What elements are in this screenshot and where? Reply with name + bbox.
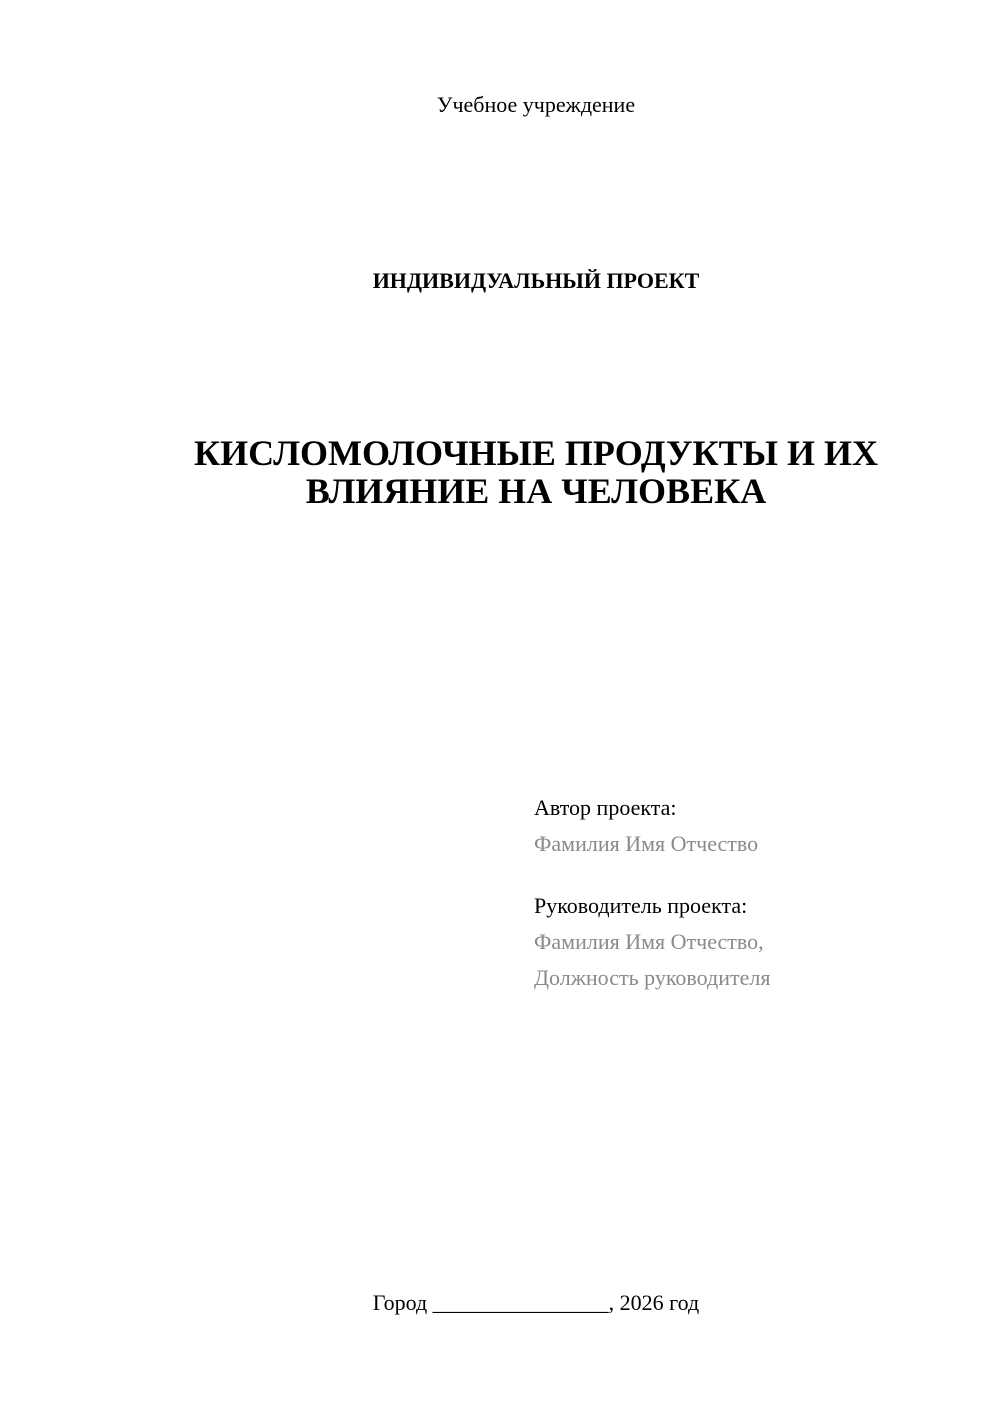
spacer (534, 862, 770, 888)
supervisor-label: Руководитель проекта: (534, 893, 748, 918)
document-type: ИНДИВИДУАЛЬНЫЙ ПРОЕКТ (372, 268, 700, 293)
supervisor-name: Фамилия Имя Отчество, (534, 929, 764, 954)
project-info-block (534, 790, 770, 996)
supervisor-position: Должность руководителя (534, 965, 771, 990)
author-label: Автор проекта: (534, 795, 677, 820)
institution-name: Учебное учреждение (436, 92, 636, 117)
author-name: Фамилия Имя Отчество (534, 831, 759, 856)
project-title-line-2: ВЛИЯНИЕ НА ЧЕЛОВЕКА (305, 471, 767, 511)
project-title (0, 434, 1000, 510)
city-year-footer: Город ________________, 2026 год (372, 1290, 700, 1315)
project-title-line-1: КИСЛОМОЛОЧНЫЕ ПРОДУКТЫ И ИХ (193, 433, 879, 473)
